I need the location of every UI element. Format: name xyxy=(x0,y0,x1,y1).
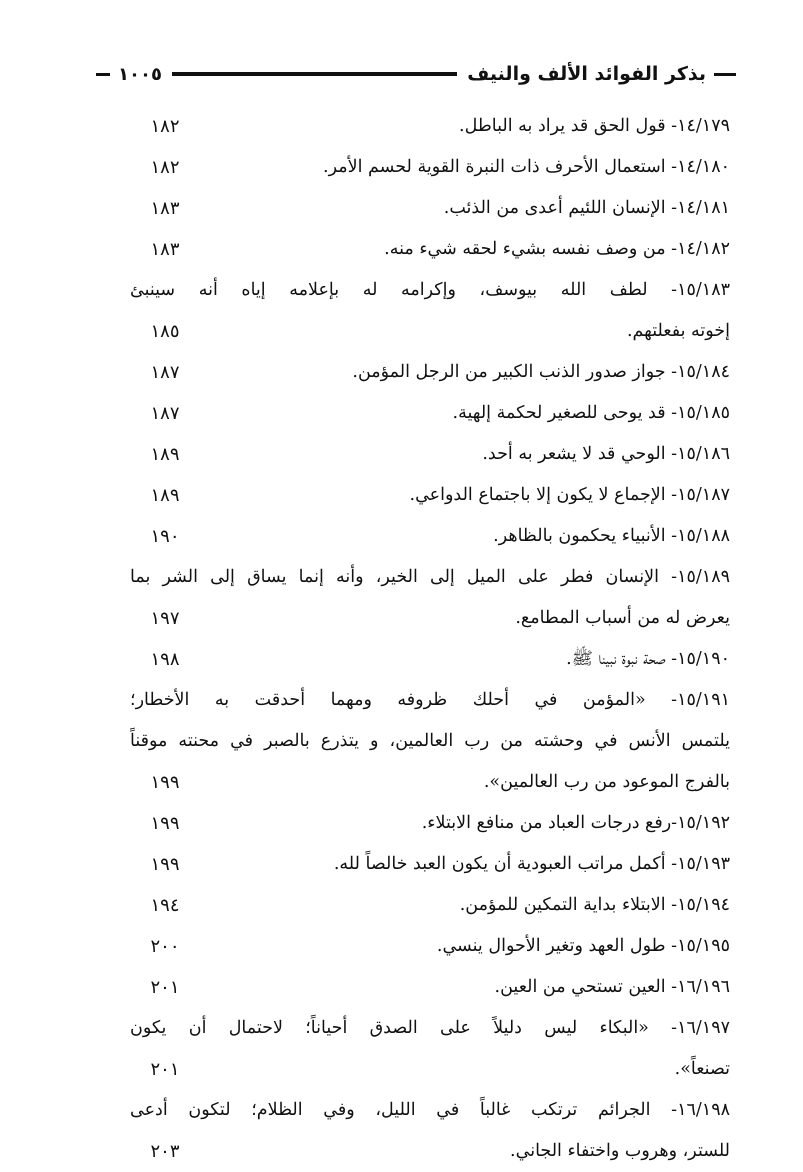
entry-line: ١٥/١٨٧- الإجماع لا يكون إلا باجتماع الدواعي. xyxy=(409,485,730,505)
index-entry xyxy=(130,229,730,270)
entry-page-number: ١٩٩ xyxy=(150,813,180,834)
entry-line: ١٤/١٨١- الإنسان اللئيم أعدى من الذئب. xyxy=(443,198,730,218)
entry-page-number: ٢٠١ xyxy=(150,977,180,998)
entry-line: ١٥/١٩٤- الابتلاء بداية التمكين للمؤمن. xyxy=(459,895,730,915)
entry-line: ١٥/١٩٣- أكمل مراتب العبودية أن يكون العبد خالصاً لله. xyxy=(333,854,730,874)
entry-page-number: ١٩٤ xyxy=(150,895,180,916)
index-entry xyxy=(130,844,730,885)
index-entry xyxy=(130,270,730,352)
entry-page-number: ٢٠١ xyxy=(150,1059,180,1080)
index-entry xyxy=(130,1008,730,1090)
entry-page-number: ١٨٧ xyxy=(150,362,180,383)
entry-line: بالفرج الموعود من رب العالمين». xyxy=(483,772,730,792)
index-entry xyxy=(130,639,730,680)
index-entry xyxy=(130,516,730,557)
index-entry xyxy=(130,557,730,639)
entry-line: ١٥/١٨٥- قد يوحى للصغير لحكمة إلهية. xyxy=(452,403,730,423)
entry-page-number: ١٩٧ xyxy=(150,608,180,629)
entry-line: ١٥/١٩٥- طول العهد وتغير الأحوال ينسي. xyxy=(436,936,730,956)
entry-line: ١٦/١٩٨- الجرائم ترتكب غالباً في الليل، وفي الظلام؛ لتكون أدعى xyxy=(130,1100,730,1120)
index-entry xyxy=(130,967,730,1008)
index-entry xyxy=(130,926,730,967)
entry-page-number: ١٩٩ xyxy=(150,854,180,875)
entry-page-number: ١٨٧ xyxy=(150,403,180,424)
entry-page-number: ١٨٩ xyxy=(150,444,180,465)
entry-line: ١٦/١٩٦- العين تستحي من العين. xyxy=(494,977,730,997)
index-entry xyxy=(130,106,730,147)
entry-page-number: ١٩٠ xyxy=(150,526,180,547)
entry-page-number: ١٨٣ xyxy=(150,239,180,260)
entry-line: ١٥/١٨٤- جواز صدور الذنب الكبير من الرجل المؤمن. xyxy=(352,362,730,382)
index-entry xyxy=(130,434,730,475)
index-entry xyxy=(130,885,730,926)
header-rule xyxy=(172,72,457,76)
index-entry xyxy=(130,393,730,434)
entry-page-number: ١٩٩ xyxy=(150,772,180,793)
entry-line: ١٦/١٩٧- «البكاء ليس دليلاً على الصدق أحياناً؛ لاحتمال أن يكون xyxy=(130,1018,730,1038)
entry-page-number: ١٨٣ xyxy=(150,198,180,219)
entry-line: للستر، وهروب واختفاء الجاني. xyxy=(510,1141,730,1161)
index-entry xyxy=(130,188,730,229)
index-list xyxy=(130,106,730,1172)
entry-line: ١٥/١٩٠- صحة نبوة نبينا ﷺ. xyxy=(566,649,730,669)
entry-page-number: ١٨٥ xyxy=(150,321,180,342)
entry-line: ١٥/١٩٢-رفع درجات العباد من منافع الابتلاء. xyxy=(421,813,730,833)
index-entry xyxy=(130,1090,730,1172)
entry-line: ١٥/١٩١- «المؤمن في أحلك ظروفه ومهما أحدقت به الأخطار؛ xyxy=(130,690,730,710)
entry-line: إخوته بفعلتهم. xyxy=(626,321,730,341)
header-title: بذكر الفوائد الألف والنيف xyxy=(467,63,706,85)
header-dash-end xyxy=(96,73,110,76)
index-entry xyxy=(130,475,730,516)
entry-line: ١٤/١٨٢- من وصف نفسه بشيء لحقه شيء منه. xyxy=(384,239,730,259)
header-page-number: ١٠٠٥ xyxy=(118,63,162,85)
entry-line: ١٥/١٨٩- الإنسان فطر على الميل إلى الخير، وأنه إنما يساق إلى الشر بما xyxy=(130,567,730,587)
entry-page-number: ١٨٩ xyxy=(150,485,180,506)
entry-page-number: ١٨٢ xyxy=(150,116,180,137)
index-entry xyxy=(130,147,730,188)
entry-line: يلتمس الأنس في وحشته من رب العالمين، و يتذرع بالصبر في محنته موقناً xyxy=(130,731,730,751)
entry-page-number: ٢٠٠ xyxy=(150,936,180,957)
entry-line: ١٥/١٨٨- الأنبياء يحكمون بالظاهر. xyxy=(493,526,730,546)
entry-line: ١٤/١٨٠- استعمال الأحرف ذات النبرة القوية لحسم الأمر. xyxy=(323,157,730,177)
entry-page-number: ٢٠٣ xyxy=(150,1141,180,1162)
entry-line: يعرض له من أسباب المطامع. xyxy=(515,608,730,628)
entry-page-number: ١٩٨ xyxy=(150,649,180,670)
index-entry xyxy=(130,680,730,803)
entry-page-number: ١٨٢ xyxy=(150,157,180,178)
page-header xyxy=(96,56,736,92)
header-dash-start xyxy=(714,73,736,76)
index-entry xyxy=(130,352,730,393)
entry-line: ١٥/١٨٦- الوحي قد لا يشعر به أحد. xyxy=(482,444,730,464)
entry-line: ١٤/١٧٩- قول الحق قد يراد به الباطل. xyxy=(459,116,730,136)
entry-line: تصنعاً». xyxy=(674,1059,730,1079)
entry-line: ١٥/١٨٣- لطف الله بيوسف، وإكرامه له بإعلامه إياه أنه سينبئ xyxy=(130,280,730,300)
index-entry xyxy=(130,803,730,844)
